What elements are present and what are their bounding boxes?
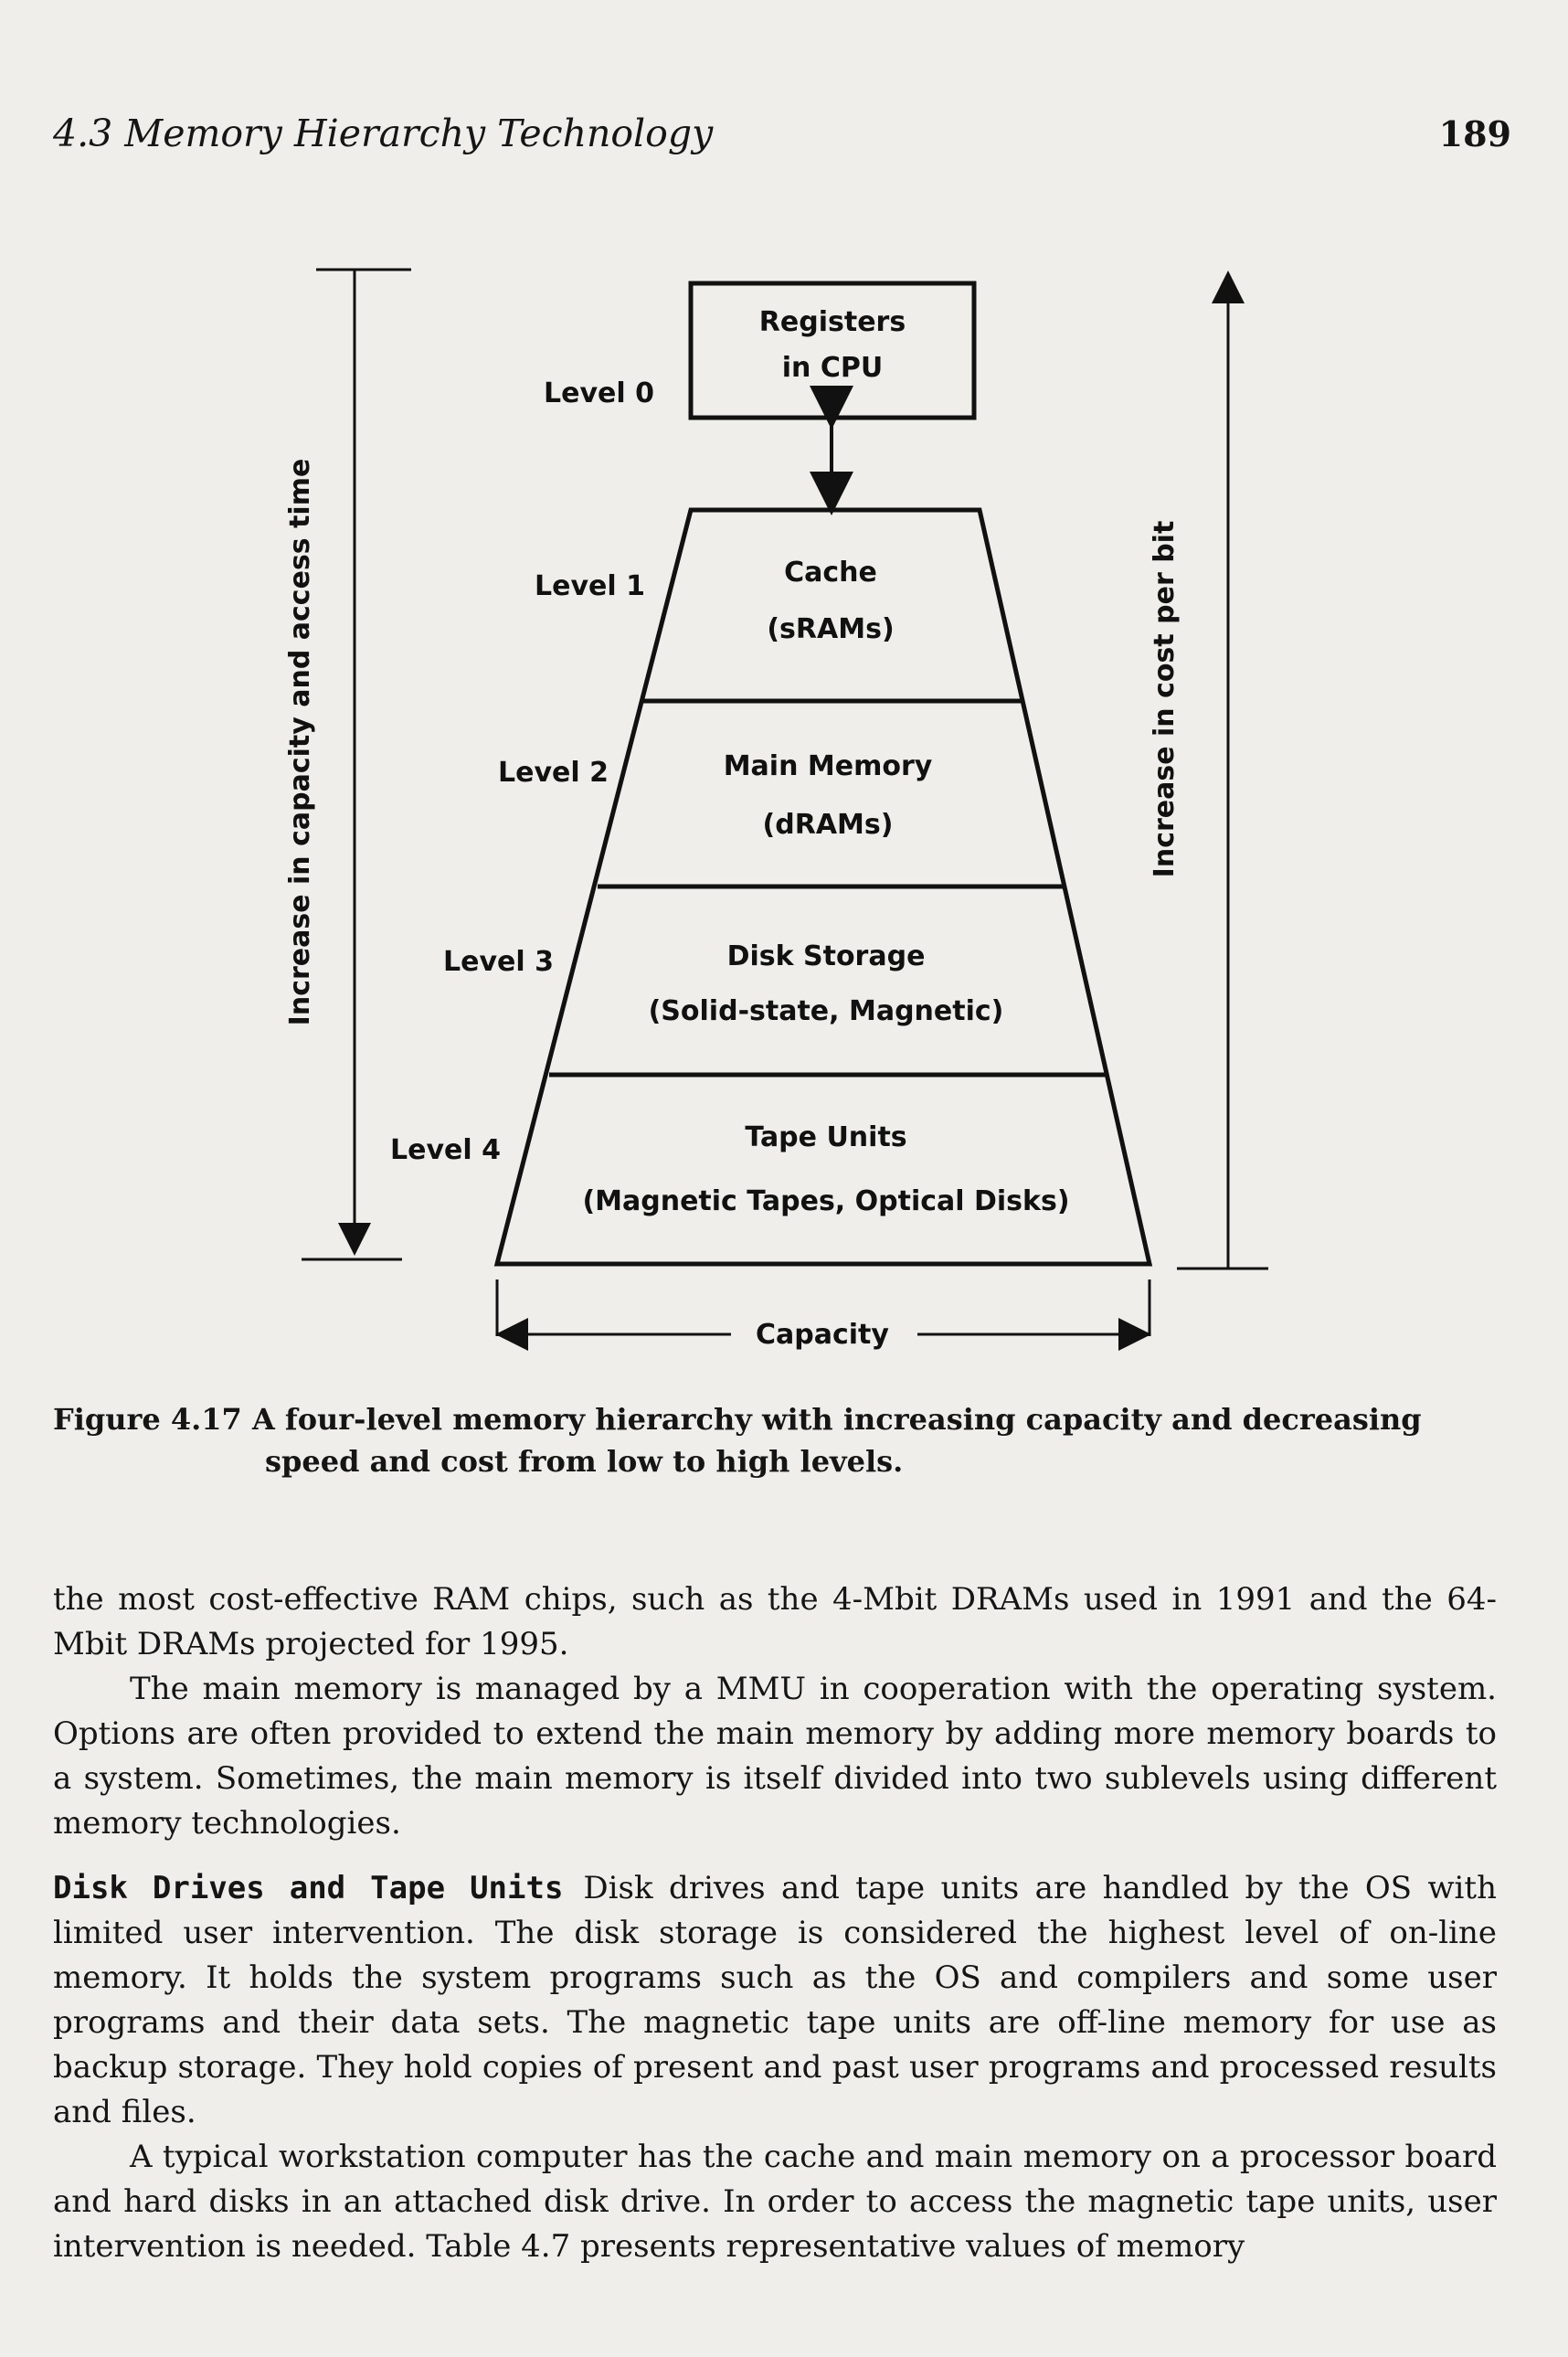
bottom-axis-label: Capacity bbox=[756, 1319, 889, 1351]
level-label-0: Level 0 bbox=[544, 377, 654, 409]
level-label-3: Level 3 bbox=[443, 946, 554, 978]
page-number: 189 bbox=[1438, 113, 1511, 154]
caption-line-1: A four-level memory hierarchy with increasing capacity and decreasing bbox=[251, 1402, 1422, 1437]
box-label-tape-l1: Tape Units bbox=[745, 1121, 907, 1153]
runin-heading: Disk Drives and Tape Units bbox=[53, 1870, 564, 1906]
level-label-4: Level 4 bbox=[390, 1134, 501, 1166]
paragraph-4: A typical workstation computer has the cache and main memory on a processor board and hard disks in an attached disk drive. In order to access the magnetic tape units, user intervention is needed. Table 4.7 presents representative values of memory bbox=[53, 2139, 1497, 2265]
box-label-registers-l1: Registers bbox=[758, 306, 906, 338]
section-title: 4.3 Memory Hierarchy Technology bbox=[53, 111, 714, 155]
body-text bbox=[53, 1577, 1497, 2269]
box-label-disk-l1: Disk Storage bbox=[726, 940, 926, 972]
registers-box bbox=[691, 283, 974, 418]
box-label-tape-l2: (Magnetic Tapes, Optical Disks) bbox=[582, 1185, 1070, 1217]
figure-caption bbox=[53, 1398, 1515, 1482]
box-label-disk-l2: (Solid-state, Magnetic) bbox=[648, 995, 1004, 1027]
page-header bbox=[53, 111, 1511, 155]
box-label-cache-l1: Cache bbox=[784, 557, 877, 589]
paragraph-3 bbox=[53, 1866, 1497, 2135]
box-label-cache-l2: (sRAMs) bbox=[767, 613, 895, 645]
level-label-1: Level 1 bbox=[535, 570, 645, 602]
right-axis-label: Increase in cost per bit bbox=[1149, 520, 1181, 878]
box-label-registers-l2: in CPU bbox=[781, 352, 884, 384]
caption-line-2: speed and cost from low to high levels. bbox=[265, 1444, 904, 1479]
caption-number: Figure 4.17 bbox=[53, 1402, 242, 1437]
box-label-main-l1: Main Memory bbox=[723, 750, 933, 782]
paragraph-1: the most cost-effective RAM chips, such as the 4-Mbit DRAMs used in 1991 and the 64-Mbit DRAMs projected for 1995. bbox=[53, 1581, 1497, 1662]
level-label-2: Level 2 bbox=[498, 757, 609, 789]
paragraph-2: The main memory is managed by a MMU in cooperation with the operating system. Options are often provided to extend the main memory by adding more memory boards to a system. Sometimes, the main memory is itself divided into two sublevels using different memory technologies. bbox=[53, 1671, 1497, 1842]
box-label-main-l2: (dRAMs) bbox=[762, 809, 894, 841]
memory-hierarchy-diagram bbox=[0, 247, 1568, 1362]
paragraph-3-text: Disk drives and tape units are handled by the OS with limited user intervention. The disk storage is considered the highest level of on-line memory. It holds the system programs such as the OS and compilers and some user programs and their data sets. The magnetic tape units are off-line memory for use as backup storage. They hold copies of present and past user programs and processed results and files. bbox=[53, 1870, 1497, 2130]
left-axis-label: Increase in capacity and access time bbox=[284, 458, 316, 1026]
